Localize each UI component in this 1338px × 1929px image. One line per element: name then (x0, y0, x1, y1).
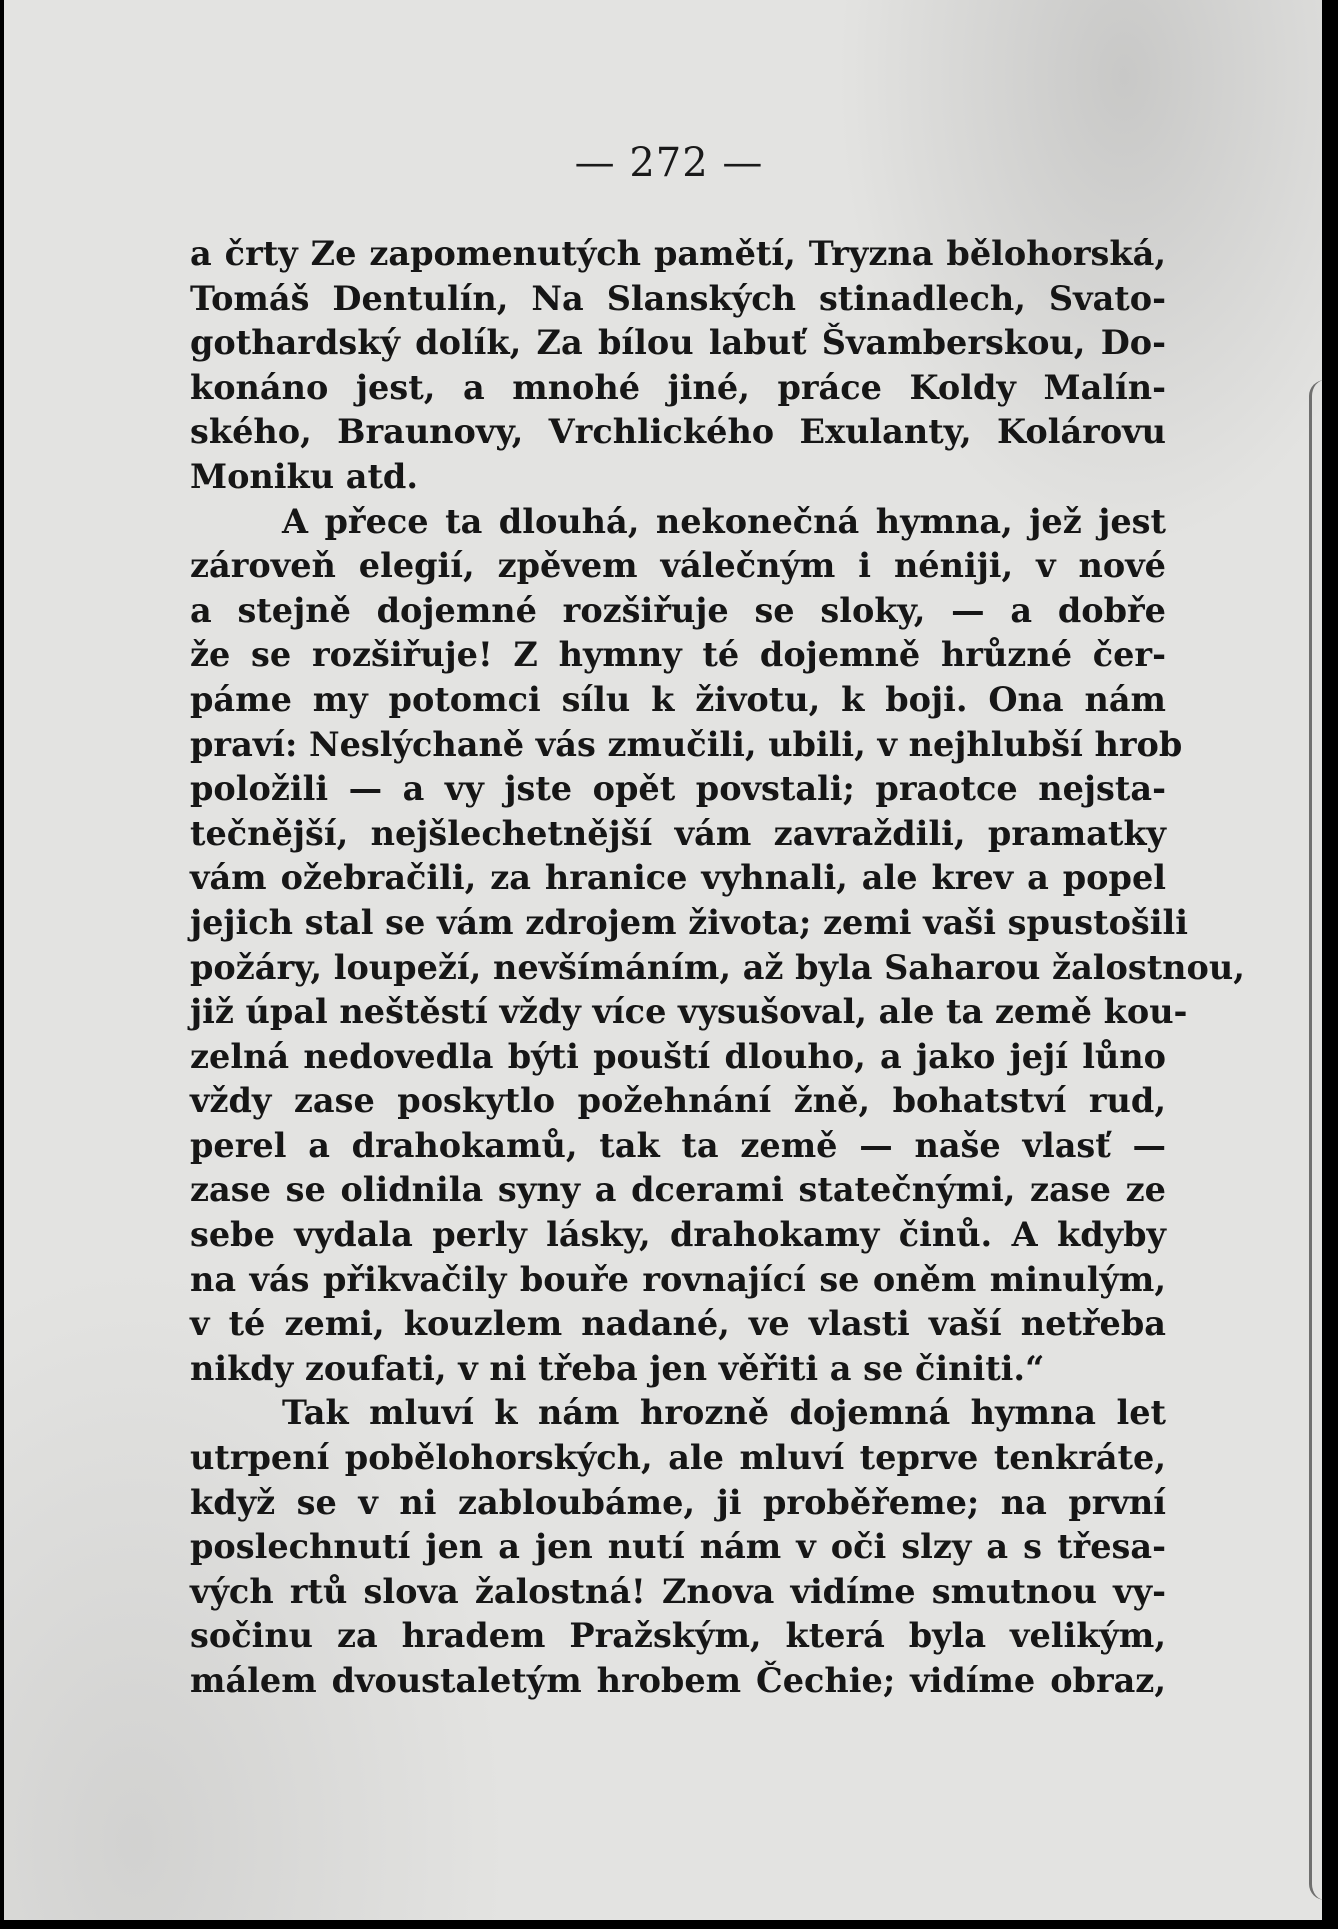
page-edge-shadow (1309, 380, 1338, 1900)
text-line: Tomáš Dentulín, Na Slanských stinadlech, Svato- (190, 278, 1166, 318)
text-line: Moniku atd. (190, 456, 419, 496)
text-line: a stejně dojemné rozšiřuje se sloky, — a dobře (190, 590, 1166, 630)
text-line: ského, Braunovy, Vrchlického Exulanty, Kolárovu (190, 412, 1166, 452)
text-line: páme my potomci sílu k životu, k boji. Ona nám (190, 679, 1166, 719)
text-line: sebe vydala perly lásky, drahokamy činů. A kdyby (190, 1215, 1166, 1255)
text-line: málem dvoustaletým hrobem Čechie; vidíme obraz, (190, 1661, 1166, 1700)
text-line: již úpal neštěstí vždy více vysušoval, ale ta země kou- (190, 992, 1188, 1032)
text-line: utrpení pobělohorských, ale mluví teprve tenkráte, (190, 1438, 1166, 1478)
page-number: — 272 — (574, 140, 764, 186)
text-line: v té zemi, kouzlem nadané, ve vlasti vaší netřeba (190, 1304, 1166, 1344)
text-line: zároveň elegií, zpěvem válečným i néniji, v nové (190, 546, 1166, 586)
text-line: praví: Neslýchaně vás zmučili, ubili, v nejhlubší hrob (190, 724, 1183, 764)
text-line: požáry, loupeží, nevšímáním, až byla Saharou žalostnou, (190, 947, 1245, 987)
text-line: zase se olidnila syny a dcerami statečnými, zase ze (190, 1170, 1166, 1210)
text-line: položili — a vy jste opět povstali; praotce nejsta- (190, 769, 1166, 809)
text-line: vám ožebračili, za hranice vyhnali, ale krev a popel (190, 858, 1166, 898)
text-line: tečnější, nejšlechetnější vám zavraždili, pramatky (190, 813, 1166, 853)
text-line: konáno jest, a mnohé jiné, práce Koldy Malín- (190, 367, 1166, 407)
text-line: sočinu za hradem Pražským, která byla velikým, (190, 1616, 1166, 1656)
text-line: jejich stal se vám zdrojem života; zemi vaši spustošili (190, 902, 1188, 942)
text-line: gothardský dolík, Za bílou labuť Švamberskou, Do- (190, 323, 1166, 363)
text-line: vých rtů slova žalostná! Znova vidíme smutnou vy- (190, 1571, 1166, 1611)
text-line: že se rozšiřuje! Z hymny té dojemně hrůzné čer- (190, 635, 1166, 675)
text-line: na vás přikvačily bouře rovnající se oněm minulým, (190, 1259, 1166, 1299)
text-line: vždy zase poskytlo požehnání žně, bohatství rud, (190, 1081, 1166, 1121)
text-line: když se v ni zabloubáme, ji proběřeme; na první (190, 1482, 1166, 1522)
text-line: poslechnutí jen a jen nutí nám v oči slzy a s třesa- (190, 1527, 1166, 1567)
body-text (190, 232, 1245, 1704)
text-line: nikdy zoufati, v ni třeba jen věřiti a se činiti.“ (190, 1348, 1045, 1388)
text-line: zelná nedovedla býti pouští dlouho, a jako její lůno (190, 1036, 1166, 1076)
text-line: a črty Ze zapomenutých pamětí, Tryzna bělohorská, (190, 234, 1166, 273)
text-line: perel a drahokamů, tak ta země — naše vlasť — (190, 1125, 1166, 1165)
paragraph-start-line: Tak mluví k nám hrozně dojemná hymna let (282, 1393, 1166, 1433)
paragraph-start-line: A přece ta dlouhá, nekonečná hymna, jež jest (282, 501, 1166, 541)
